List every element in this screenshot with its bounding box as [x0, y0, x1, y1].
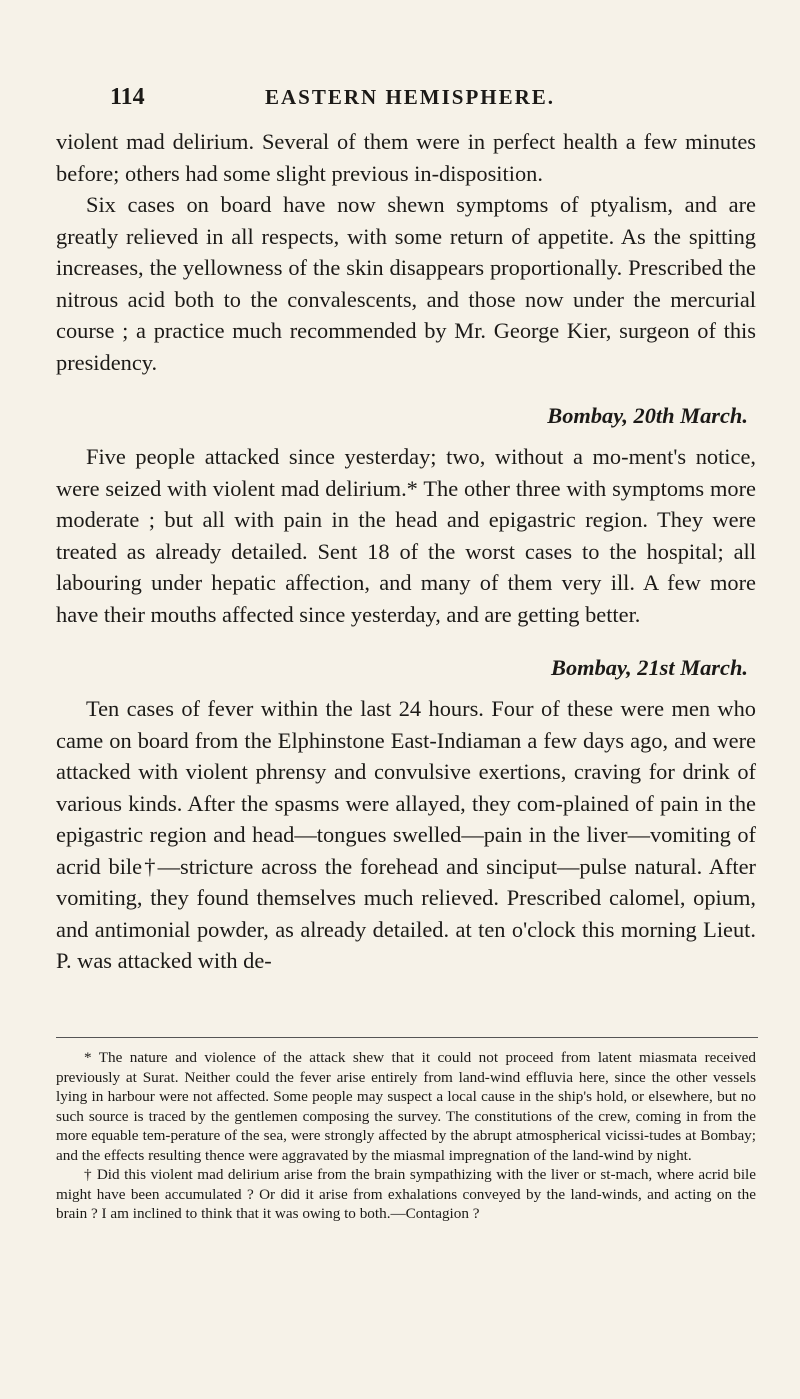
paragraph-4: Ten cases of fever within the last 24 hours. Four of these were men who came on board from the Elphinstone East-Indiaman a few days ago, and were attacked with violent phrensy and convulsive exertions, craving for drink of various kinds. After the spasms were allayed, they com-plained of pain in the epigastric region and head—tongues swelled—pain in the liver—vomiting of acrid bile†—stricture across the forehead and sinciput—pulse natural. After vomiting, they found themselves much relieved. Prescribed calomel, opium, and antimonial powder, as already detailed. at ten o'clock this morning Lieut. P. was attacked with de- — [56, 696, 756, 973]
footnotes — [56, 1048, 756, 1224]
paragraph-2: Six cases on board have now shewn symptoms of ptyalism, and are greatly relieved in all respects, with some return of appetite. As the spitting increases, the yellowness of the skin disappears proportionally. Prescribed the nitrous acid both to the convalescents, and those now under the mercurial course ; a practice much recommended by Mr. George Kier, surgeon of this presidency. — [56, 192, 756, 375]
dateline-21st-march: Bombay, 21st March. — [551, 655, 748, 680]
page-number: 114 — [110, 84, 145, 110]
paragraph-1: violent mad delirium. Several of them were in perfect health a few minutes before; others had some slight previous in-disposition. — [56, 129, 756, 186]
running-title: EASTERN HEMISPHERE. — [265, 85, 556, 109]
dateline-20th-march: Bombay, 20th March. — [547, 403, 748, 428]
footnote-1: * The nature and violence of the attack shew that it could not proceed from latent miasmata received previously at Surat. Neither could the fever arise entirely from land-wind effluvia here, since the other vessels lying in harbour were not affected. Some people may suspect a local cause in the ship's hold, or elsewhere, but no such source is traced by the gentlemen composing the survey. The constitutions of the crew, coming in from the more equable tem-perature of the sea, were strongly affected by the abrupt atmospherical vicissi-tudes at Bombay; and the effects resulting thence were aggravated by the miasmal impregnation of the land-wind by night. — [56, 1049, 756, 1164]
main-text — [56, 126, 756, 977]
page-header — [110, 84, 760, 114]
paragraph-3: Five people attacked since yesterday; two, without a mo-ment's notice, were seized with violent mad delirium.* The other three with symptoms more moderate ; but all with pain in the head and epigastric region. They were treated as already detailed. Sent 18 of the worst cases to the hospital; all labouring under hepatic affection, and many of them very ill. A few more have their mouths affected since yesterday, and are getting better. — [56, 444, 756, 627]
footnote-2: † Did this violent mad delirium arise from the brain sympathizing with the liver or st-mach, where acrid bile might have been accumulated ? Or did it arise from exhalations conveyed by the land-winds, and acting on the brain ? I am inclined to think that it was owing to both.—Contagion ? — [56, 1166, 756, 1222]
footnote-divider — [56, 1037, 758, 1038]
